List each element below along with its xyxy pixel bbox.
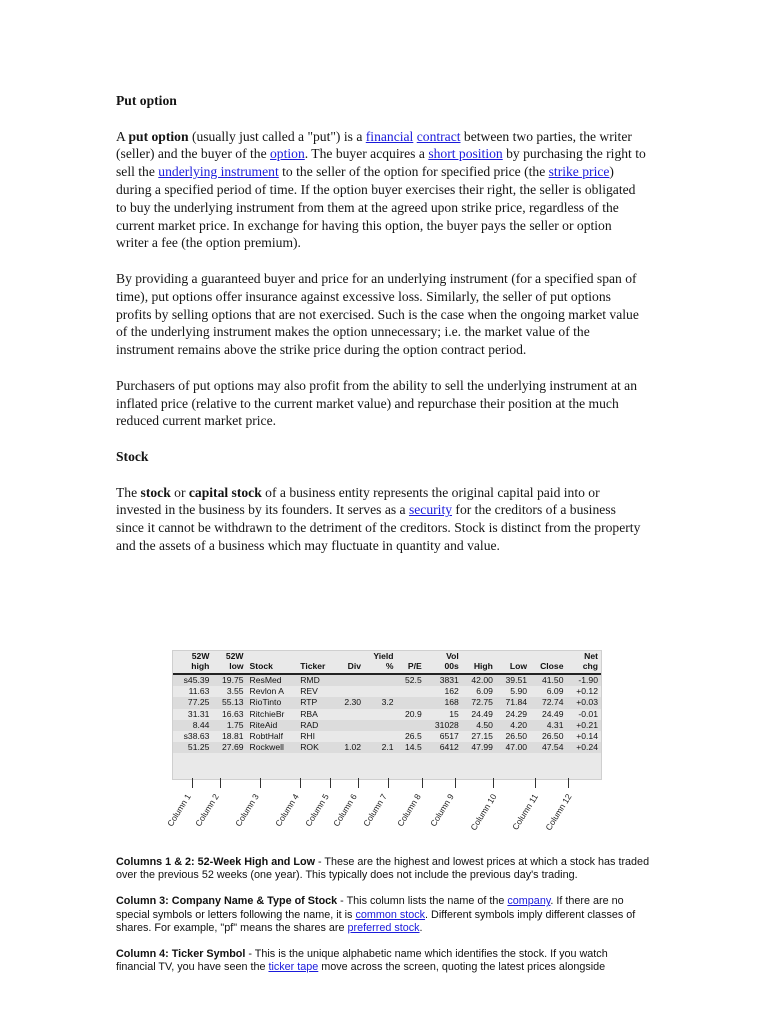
table-cell: 26.50 <box>541 731 564 742</box>
table-cell <box>336 731 364 742</box>
table-header <box>247 651 298 661</box>
text: (usually just called a "put") is a <box>188 128 366 144</box>
table-cell <box>336 709 364 720</box>
table-cell: 31.31 <box>187 708 210 719</box>
table-cell <box>364 709 397 720</box>
table-cell: 6.09 <box>546 686 564 697</box>
table-header: high <box>173 661 212 674</box>
column-label: Column 11 <box>510 792 540 832</box>
table-cell: 72.74 <box>530 697 566 708</box>
table-cell <box>397 720 425 731</box>
put-option-heading: Put option <box>116 93 177 108</box>
column-label: Column 8 <box>395 792 423 829</box>
table-cell: 3831 <box>425 674 462 686</box>
table-cell: ResMed <box>247 674 298 686</box>
column-tick <box>388 778 389 788</box>
table-cell: 47.54 <box>530 742 566 753</box>
table-header-row-top <box>173 651 601 661</box>
table-cell <box>336 720 364 731</box>
table-cell <box>364 674 397 686</box>
definition-text: move across the screen, quoting the latest prices alongside <box>318 961 606 974</box>
table-header: P/E <box>397 661 425 674</box>
column-label: Column 7 <box>361 792 389 829</box>
table-header: 52W <box>191 651 210 661</box>
table-header: Close <box>530 661 566 674</box>
table-cell: 162 <box>444 686 459 697</box>
table-header: low <box>212 661 246 674</box>
put-option-paragraph-2: By providing a guaranteed buyer and price for an underlying instrument (for a specified span of time), put options offer insurance against excessive loss. Similarly, the seller of put options profits by selling options that are not exercised. Such is the case when the ongoing market value of the underlying instrument makes the option unnecessary; i.e. the market value of the instrument remains above the strike price during the option contract period. <box>116 270 639 358</box>
table-cell: RBA <box>300 708 318 719</box>
table-cell: 18.81 <box>222 731 244 742</box>
column-tick <box>260 778 261 788</box>
link-common-stock[interactable]: common stock <box>355 908 426 921</box>
link-contract[interactable]: contract <box>416 128 461 144</box>
table-cell: 14.5 <box>397 742 425 753</box>
text: by purchasing the right to sell the <box>116 146 646 180</box>
definition-columns-1-2 <box>116 856 650 882</box>
table-cell <box>364 720 397 731</box>
term-capital-stock: capital stock <box>188 484 262 500</box>
table-cell <box>364 731 397 742</box>
column-tick <box>330 778 331 788</box>
text: ) during a specified period of time. If the option buyer exercises their right, the seller is obligated to buy the underlying instrument from them at the agreed upon strike price, regardless of the current market price. In exchange for having this option, the buyer pays the seller or option writer a fee (the option premium). <box>116 164 636 251</box>
put-option-paragraph-1 <box>116 128 646 253</box>
table-cell: RHI <box>300 731 316 742</box>
stock-quote-table-image <box>172 650 602 780</box>
stock-paragraph-1 <box>116 484 646 555</box>
column-tick <box>493 778 494 788</box>
table-header: Div <box>336 661 364 674</box>
column-label: Column 2 <box>193 792 221 829</box>
text: . The buyer acquires a <box>304 146 429 162</box>
table-cell: RioTinto <box>247 697 298 708</box>
table-cell: 31028 <box>425 720 462 731</box>
column-label: Column 5 <box>303 792 331 829</box>
definition-title: Columns 1 & 2: 52-Week High and Low <box>116 856 315 868</box>
table-cell: +0.24 <box>566 742 601 753</box>
term-put-option: put option <box>128 128 189 144</box>
table-cell: 6.09 <box>476 686 493 697</box>
table-cell: 2.1 <box>364 742 397 753</box>
table-cell: 52.5 <box>397 674 425 686</box>
table-cell: 24.29 <box>505 708 528 719</box>
table-cell: 168 <box>425 697 462 708</box>
table-cell: 16.63 <box>222 708 244 719</box>
table-row <box>173 686 601 697</box>
table-cell: 47.99 <box>462 742 496 753</box>
table-header: Ticker <box>297 661 336 674</box>
table-cell: 41.50 <box>530 674 566 686</box>
table-cell: 26.5 <box>405 731 422 742</box>
column-label: Column 6 <box>331 792 359 829</box>
definition-text: - These are the highest and lowest prices at which a stock has traded over the previous 52 weeks (one year). This typically does not include the previous day's trading. <box>116 856 650 882</box>
table-cell: 1.75 <box>212 720 246 731</box>
table-cell: RiteAid <box>247 720 298 731</box>
table-cell: 19.75 <box>212 674 246 686</box>
text: for the creditors of a business since it cannot be withdrawn to the detriment of the creditors. Stock is distinct from the property and the assets of a business which may fluctuate in quantity and value. <box>116 502 641 553</box>
table-row <box>173 742 601 753</box>
column-label: Column 10 <box>468 792 499 833</box>
table-cell: 3.55 <box>226 686 244 697</box>
column-tick <box>220 778 221 788</box>
table-cell: 27.15 <box>471 731 493 742</box>
table-header: chg <box>566 661 601 674</box>
definition-text: - This column lists the name of the <box>337 895 508 908</box>
table-cell: 71.84 <box>496 697 530 708</box>
text: A <box>116 128 129 144</box>
table-cell: RTP <box>297 697 336 708</box>
table-row <box>173 731 601 742</box>
stock-heading: Stock <box>116 448 149 464</box>
table-cell: 39.51 <box>496 674 530 686</box>
definition-text: . <box>419 921 423 934</box>
table-row <box>173 709 601 720</box>
table-cell: 11.63 <box>188 686 210 697</box>
column-tick <box>568 778 569 788</box>
table-header <box>496 651 530 661</box>
table-cell: 15 <box>449 708 459 719</box>
table-header: 00s <box>425 661 462 674</box>
table-cell: RitchieBr <box>249 708 285 719</box>
table-cell: 24.49 <box>541 708 564 719</box>
table-cell: +0.14 <box>576 731 598 742</box>
table-header: Yield <box>373 651 394 661</box>
table-cell: 55.13 <box>212 697 246 708</box>
definition-column-4 <box>116 948 650 974</box>
column-tick <box>535 778 536 788</box>
column-label: Column 3 <box>233 792 261 829</box>
table-header <box>336 651 364 661</box>
text: to the seller of the option for specified price (the <box>278 164 549 180</box>
definition-text: - This is the unique alphabetic name which identifies the stock. If you watch financial TV, you have seen the <box>116 948 608 974</box>
table-cell: RobtHalf <box>249 731 283 742</box>
table-cell: 6517 <box>439 731 459 742</box>
column-tick <box>300 778 301 788</box>
link-security[interactable]: security <box>408 502 453 518</box>
table-header: Stock <box>247 661 298 674</box>
link-ticker-tape[interactable]: ticker tape <box>268 961 319 974</box>
table-cell: 24.49 <box>471 708 493 719</box>
column-label: Column 4 <box>273 792 301 829</box>
link-strike-price[interactable]: strike price <box>548 164 610 180</box>
table-cell <box>336 686 364 697</box>
table-cell: -0.01 <box>578 708 598 719</box>
table-row <box>173 720 601 731</box>
table-header: Low <box>496 661 530 674</box>
table-header <box>297 651 336 661</box>
column-labels <box>165 778 610 844</box>
table-cell: RAD <box>297 720 336 731</box>
table-cell: Rockwell <box>247 742 298 753</box>
table-row <box>173 674 601 686</box>
column-label: Column 12 <box>543 792 574 833</box>
link-company[interactable]: company <box>507 895 551 908</box>
table-cell: +0.21 <box>566 720 601 731</box>
table-cell: 27.69 <box>212 742 246 753</box>
table-header <box>530 651 566 661</box>
link-financial[interactable]: financial <box>365 128 414 144</box>
text: The <box>116 484 141 500</box>
table-header: High <box>462 661 496 674</box>
column-tick <box>192 778 193 788</box>
link-underlying-instrument[interactable]: underlying instrument <box>158 164 279 180</box>
table-cell: -1.90 <box>566 674 601 686</box>
table-cell: REV <box>300 686 318 697</box>
table-cell: 6412 <box>425 742 462 753</box>
definition-text: . If there are no special symbols or letters following the name, it is <box>116 895 624 921</box>
table-cell: 8.44 <box>173 720 212 731</box>
table-cell <box>364 686 397 697</box>
table-header <box>397 651 425 661</box>
article <box>116 92 646 555</box>
table-cell: 2.30 <box>336 697 364 708</box>
table-header <box>462 651 496 661</box>
column-label: Column 1 <box>165 792 193 829</box>
table-cell: Revlon A <box>249 686 284 697</box>
column-tick <box>422 778 423 788</box>
table-header: Vol <box>446 651 459 661</box>
table-cell: 20.9 <box>405 708 422 719</box>
table-cell: 42.00 <box>462 674 496 686</box>
table-cell <box>397 697 425 708</box>
table-cell: s38.63 <box>183 731 210 742</box>
table-cell: 47.00 <box>496 742 530 753</box>
table-row <box>173 697 601 708</box>
table-cell: ROK <box>297 742 336 753</box>
table-cell: RMD <box>297 674 336 686</box>
text: of a business entity represents the original capital paid into or invested in the business by its founders. It serves as a <box>116 484 600 518</box>
table-cell <box>336 674 364 686</box>
table-cell: 4.50 <box>462 720 496 731</box>
table-header: % <box>364 661 397 674</box>
table-cell: 5.90 <box>510 686 528 697</box>
text: or <box>170 484 189 500</box>
table-cell: +0.03 <box>566 697 601 708</box>
definition-column-3 <box>116 895 650 935</box>
table-header: 52W <box>225 651 244 661</box>
column-tick <box>358 778 359 788</box>
link-short-position[interactable]: short position <box>428 146 503 162</box>
definition-title: Column 3: Company Name & Type of Stock <box>116 895 338 908</box>
table-cell: 4.20 <box>496 720 530 731</box>
text: between two parties, the writer (seller) and the buyer of the <box>116 128 632 162</box>
table-cell: 77.25 <box>173 697 212 708</box>
put-option-paragraph-3: Purchasers of put options may also profit from the ability to sell the underlying instrument at an inflated price (relative to the current market value) and repurchase their position at the much reduced current market price. <box>116 377 637 429</box>
link-option[interactable]: option <box>270 146 305 162</box>
table-cell: 1.02 <box>336 742 364 753</box>
table-cell: 26.50 <box>505 731 528 742</box>
table-cell: s45.39 <box>173 674 212 686</box>
table-cell: 4.31 <box>530 720 566 731</box>
column-definitions <box>116 856 650 987</box>
table-body <box>173 674 601 753</box>
table-cell: +0.12 <box>576 686 598 697</box>
column-label: Column 9 <box>428 792 456 829</box>
term-stock: stock <box>140 484 171 500</box>
table-cell: 51.25 <box>173 742 212 753</box>
table-header: Net <box>584 651 598 661</box>
table-header-row-bottom <box>173 661 601 674</box>
table-cell: 3.2 <box>364 697 397 708</box>
definition-text: . Different symbols imply different classes of shares. For example, "pf" means the shares are <box>116 908 636 934</box>
stock-quote-table <box>173 651 601 753</box>
column-tick <box>455 778 456 788</box>
link-preferred-stock[interactable]: preferred stock <box>347 921 420 934</box>
table-cell: 72.75 <box>462 697 496 708</box>
table-cell <box>397 686 425 697</box>
definition-title: Column 4: Ticker Symbol <box>116 948 246 961</box>
